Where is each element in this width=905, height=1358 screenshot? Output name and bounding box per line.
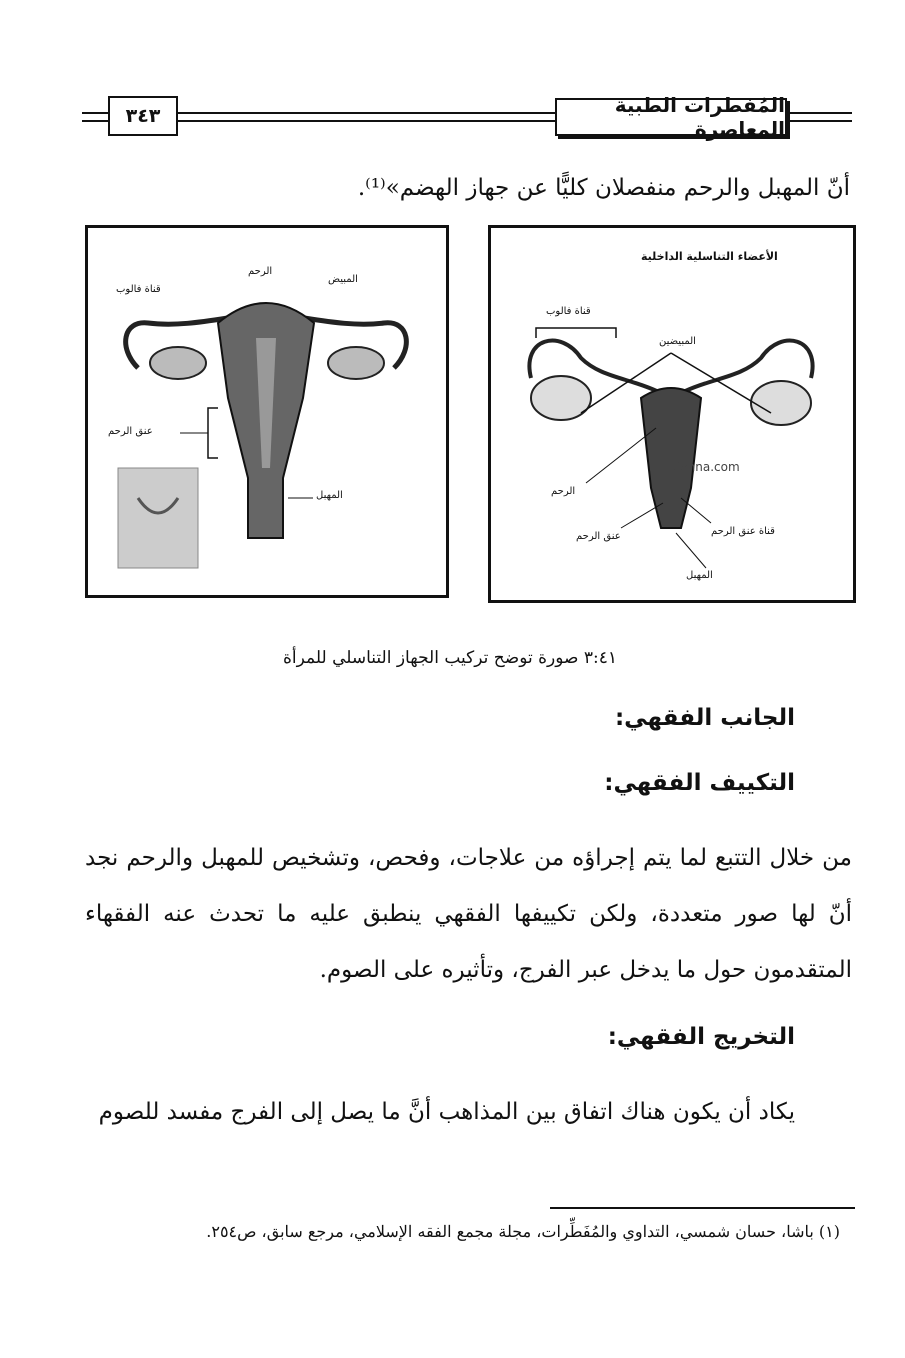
label-cervical-canal-right: قناة عنق الرحم <box>711 526 775 537</box>
label-fallopian-right: قناة فالوب <box>546 306 591 317</box>
label-cervix-right: عنق الرحم <box>576 531 621 542</box>
label-uterus-left: الرحم <box>248 266 273 277</box>
footnote: (١) باشا، حسان شمسي، التداوي والمُفَطِّرات، مجلة مجمع الفقه الإسلامي، مرجع سابق، ص٢٥٤. <box>206 1222 840 1241</box>
label-ovary-left: المبيض <box>328 274 358 285</box>
label-fallopian-left: قناة فالوب <box>116 284 161 295</box>
page-number: ٣٤٣ <box>108 96 178 136</box>
footnote-rule <box>550 1207 855 1209</box>
heading-fiqh-derivation: التخريج الفقهي: <box>607 1024 795 1050</box>
label-vagina-right: المهبل <box>686 570 713 581</box>
heading-fiqh-aspect: الجانب الفقهي: <box>614 705 795 731</box>
heading-fiqh-adaptation: التكييف الفقهي: <box>604 770 795 796</box>
paragraph-adaptation: من خلال التتبع لما يتم إجراؤه من علاجات، وفحص، وتشخيص للمهبل والرحم نجد أنّ لها صور متعددة، ولكن تكييفها الفقهي ينطبق عليه ما تحدث عنه الفقهاء المتقدمون حول ما يدخل عبر الفرج، وتأثيره على الصوم. <box>85 845 852 983</box>
intro-line: أنّ المهبل والرحم منفصلان كليًّا عن جهاز الهضم»⁽¹⁾. <box>357 175 850 201</box>
label-ovaries-right: المبيضين <box>659 336 696 347</box>
figure-left-panel <box>85 225 449 598</box>
paragraph-derivation: يكاد أن يكون هناك اتفاق بين المذاهب أنَّ ما يصل إلى الفرج مفسد للصوم <box>98 1099 795 1125</box>
figure-right-panel <box>488 225 856 603</box>
watermark-text: Gehna.com <box>671 460 740 474</box>
uterus-diagram-right <box>491 228 853 600</box>
right-panel-title: الأعضاء التناسلية الداخلية <box>641 250 778 263</box>
figure-caption: ٣:٤١ صورة توضح تركيب الجهاز التناسلي للمرأة <box>283 648 617 668</box>
running-title: المُفطرات الطبية المعاصرة <box>555 98 787 136</box>
label-uterus-right: الرحم <box>551 486 576 497</box>
label-vagina-left: المهبل <box>316 490 343 501</box>
label-cervix-left: عنق الرحم <box>108 426 153 437</box>
